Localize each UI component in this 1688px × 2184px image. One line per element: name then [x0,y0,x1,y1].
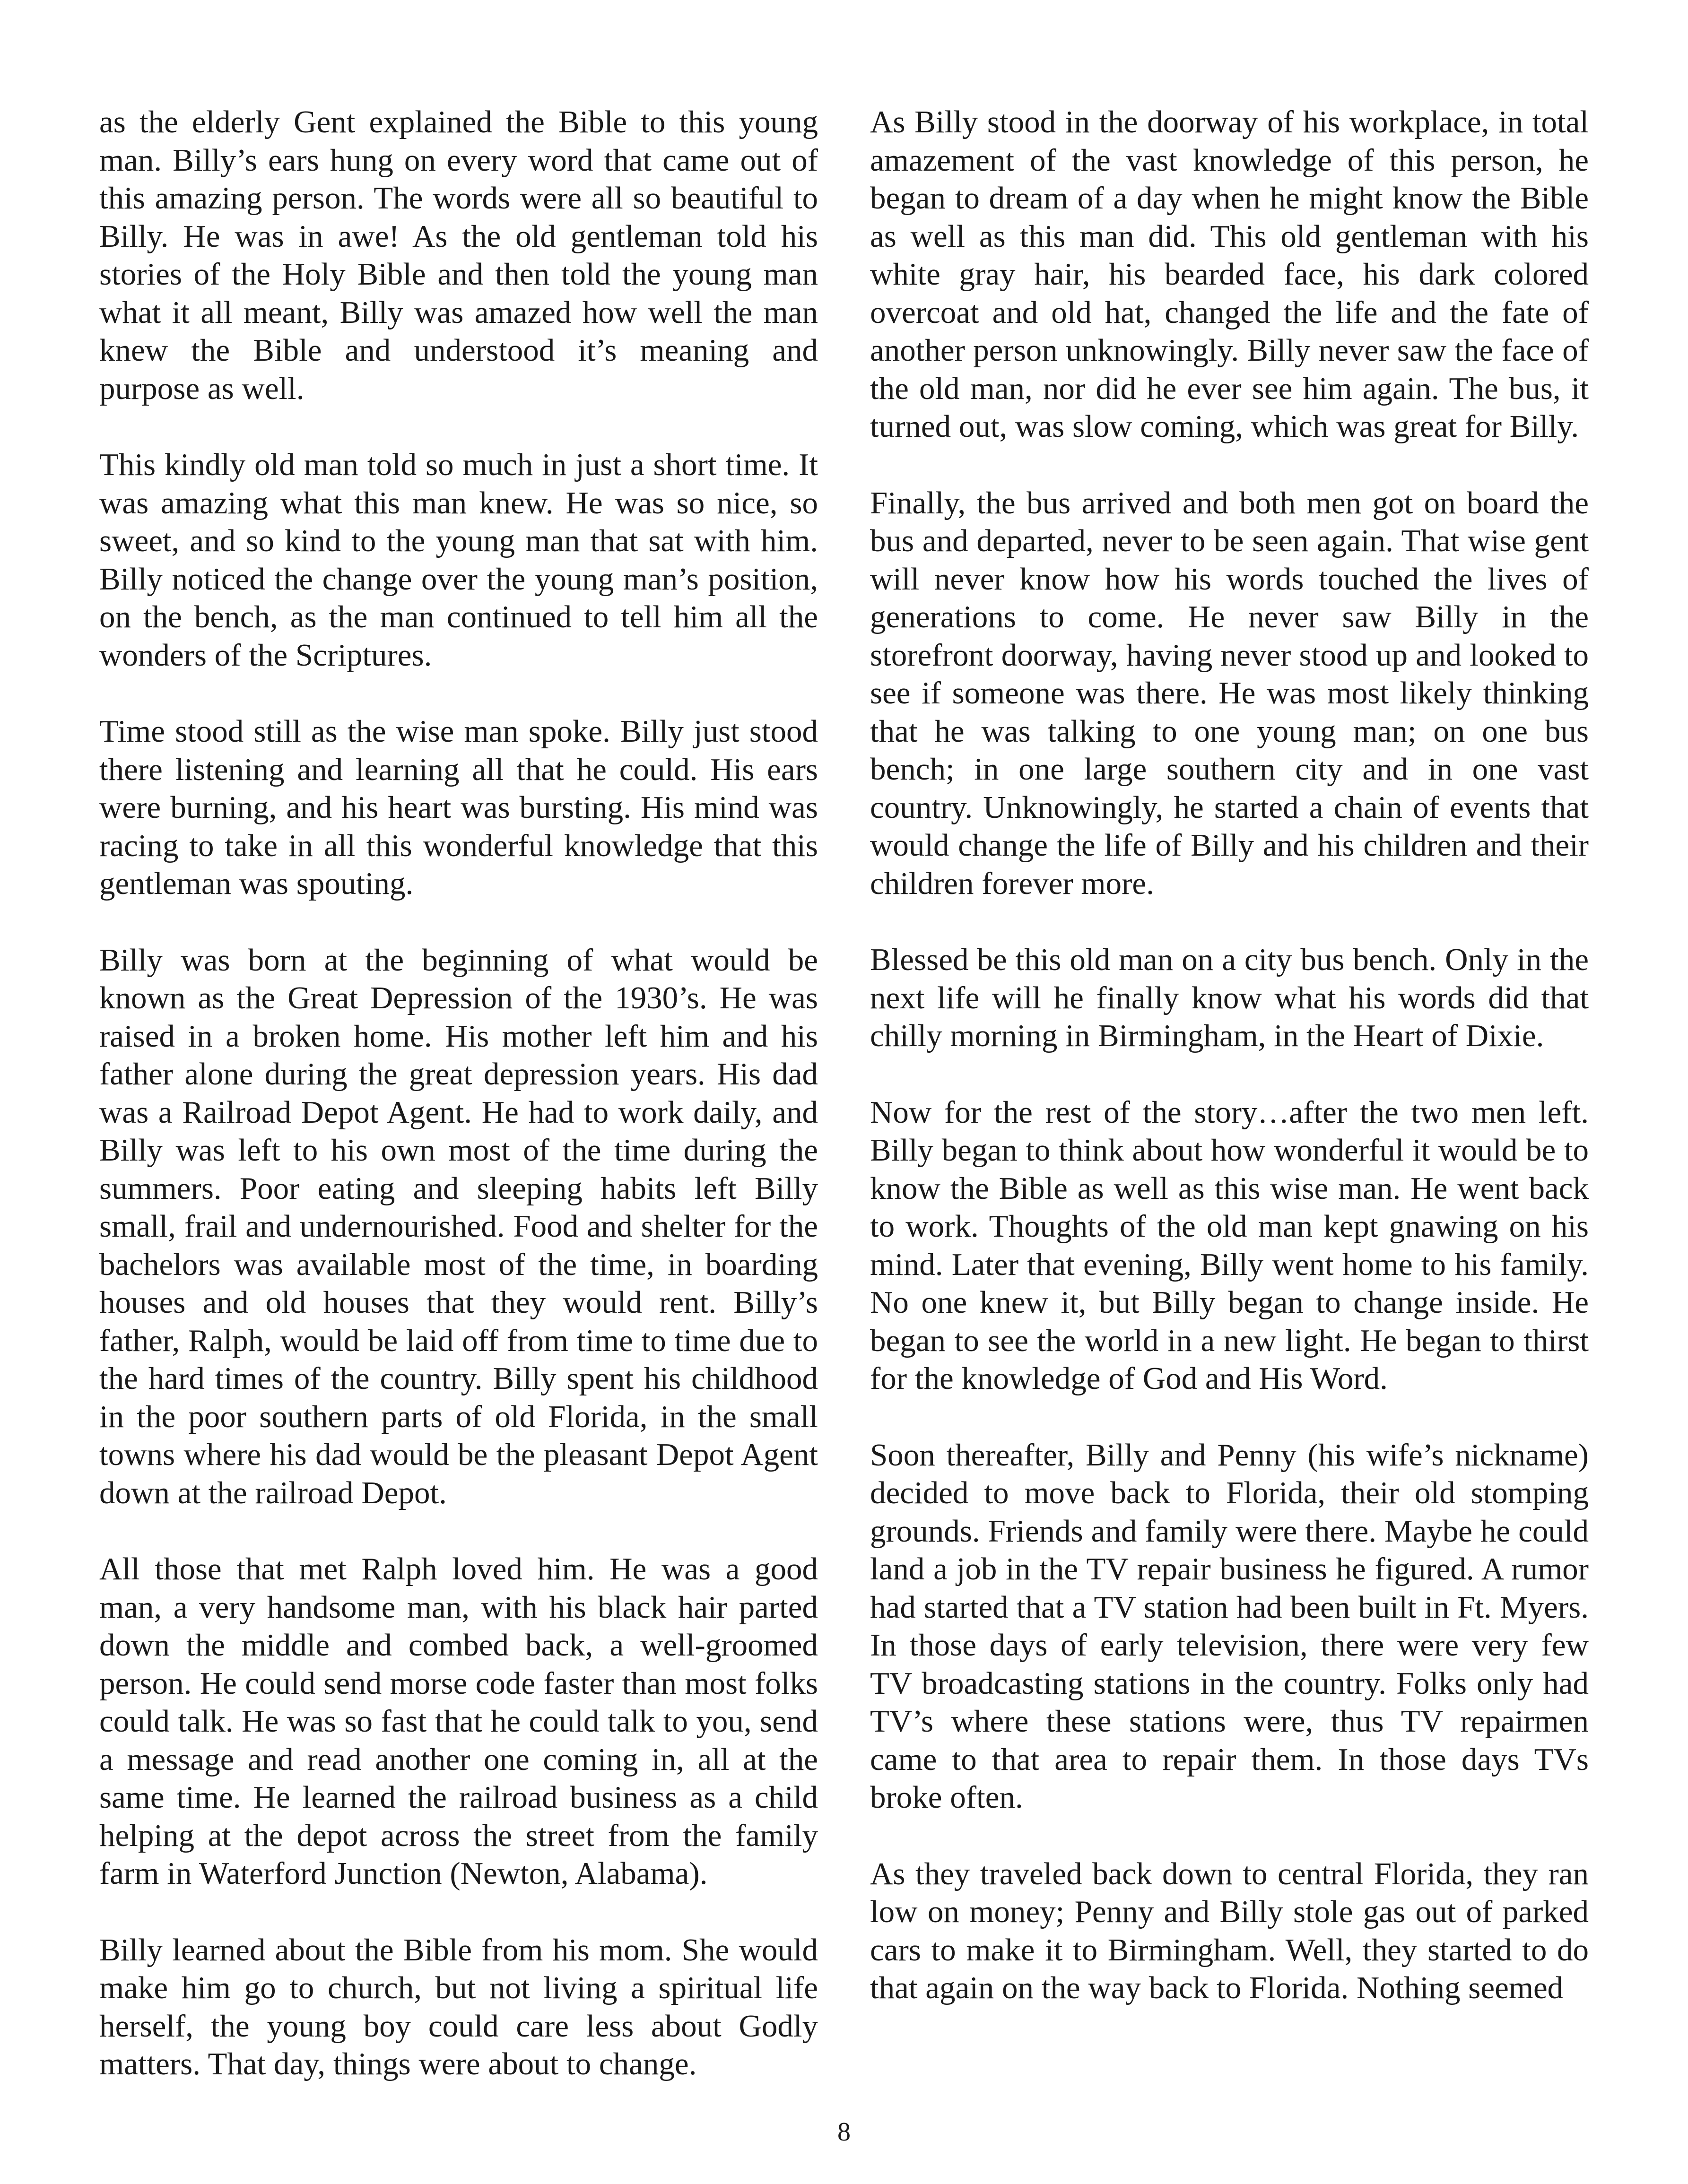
paragraph: Now for the rest of the story…after the two men left. Billy began to think about how wonderful it would be to know the Bible as well as this wise man. He went back to work. Thoughts of the old man kept gnawing on his mind. Later that evening, Billy went home to his family. No one knew it, but Billy began to change inside. He began to see the world in a new light. He began to thirst for the knowledge of God and His Word. [870,1094,1589,1396]
paragraph: Time stood still as the wise man spoke. Billy just stood there listening and learning all that he could. His ears were burning, and his heart was bursting. His mind was racing to take in all this wonderful knowledge that this gentleman was spouting. [99,714,818,901]
paragraph: As Billy stood in the doorway of his workplace, in total amazement of the vast knowledge of this person, he began to dream of a day when he might know the Bible as well as this man did. This old gentleman with his white gray hair, his bearded face, his dark colored overcoat and old hat, changed the life and the fate of another person unknowingly. Billy never saw the face of the old man, nor did he ever see him again. The bus, it turned out, was slow coming, which was great for Billy. [870,104,1589,444]
right-column [870,103,1589,2045]
paragraph: Billy was born at the beginning of what would be known as the Great Depression of the 1930’s. He was raised in a broken home. His mother left him and his father alone during the great depression years. His dad was a Railroad Depot Agent. He had to work daily, and Billy was left to his own most of the time during the summers. Poor eating and sleeping habits left Billy small, frail and undernourished. Food and shelter for the bachelors was available most of the time, in boarding houses and old houses that they would rent. Billy’s father, Ralph, would be laid off from time to time due to the hard times of the country. Billy spent his childhood in the poor southern parts of old Florida, in the small towns where his dad would be the pleasant Depot Agent down at the railroad Depot. [99,942,818,1510]
page-number: 8 [837,2117,851,2147]
paragraph: Blessed be this old man on a city bus bench. Only in the next life will he finally know what his words did that chilly morning in Birmingham, in the Heart of Dixie. [870,942,1589,1053]
paragraph: Billy learned about the Bible from his mom. She would make him go to church, but not living a spiritual life herself, the young boy could care less about Godly matters. That day, things were about to change. [99,1932,818,2081]
paragraph: Soon thereafter, Billy and Penny (his wife’s nickname) decided to move back to Florida, their old stomping grounds. Friends and family were there. Maybe he could land a job in the TV repair business he figured. A rumor had started that a TV station had been built in Ft. Myers. In those days of early television, there were very few TV broadcasting stations in the country. Folks only had TV’s where these stations were, thus TV repairmen came to that area to repair them. In those days TVs broke often. [870,1437,1589,1815]
paragraph: All those that met Ralph loved him. He was a good man, a very handsome man, with his black hair parted down the middle and combed back, a well-groomed person. He could send morse code faster than most folks could talk. He was so fast that he could talk to you, send a message and read another one coming in, all at the same time. He learned the railroad business as a child helping at the depot across the street from the family farm in Waterford Junction (Newton, Alabama). [99,1551,818,1891]
paragraph: As they traveled back down to central Florida, they ran low on money; Penny and Billy stole gas out of parked cars to make it to Birmingham. Well, they started to do that again on the way back to Florida. Nothing seemed [870,1856,1589,2005]
paragraph: Finally, the bus arrived and both men got on board the bus and departed, never to be seen again. That wise gent will never know how his words touched the lives of generations to come. He never saw Billy in the storefront doorway, having never stood up and looked to see if someone was there. He was most likely thinking that he was talking to one young man; on one bus bench; in one large southern city and in one vast country. Unknowingly, he started a chain of events that would change the life of Billy and his children and their children forever more. [870,485,1589,901]
paragraph: This kindly old man told so much in just a short time. It was amazing what this man knew. He was so nice, so sweet, and so kind to the young man that sat with him. Billy noticed the change over the young man’s position, on the bench, as the man continued to tell him all the wonders of the Scriptures. [99,447,818,673]
paragraph: as the elderly Gent explained the Bible to this young man. Billy’s ears hung on every word that came out of this amazing person. The words were all so beautiful to Billy. He was in awe! As the old gentleman told his stories of the Holy Bible and then told the young man what it all meant, Billy was amazed how well the man knew the Bible and understood it’s meaning and purpose as well. [99,104,818,406]
left-column [99,103,818,2122]
